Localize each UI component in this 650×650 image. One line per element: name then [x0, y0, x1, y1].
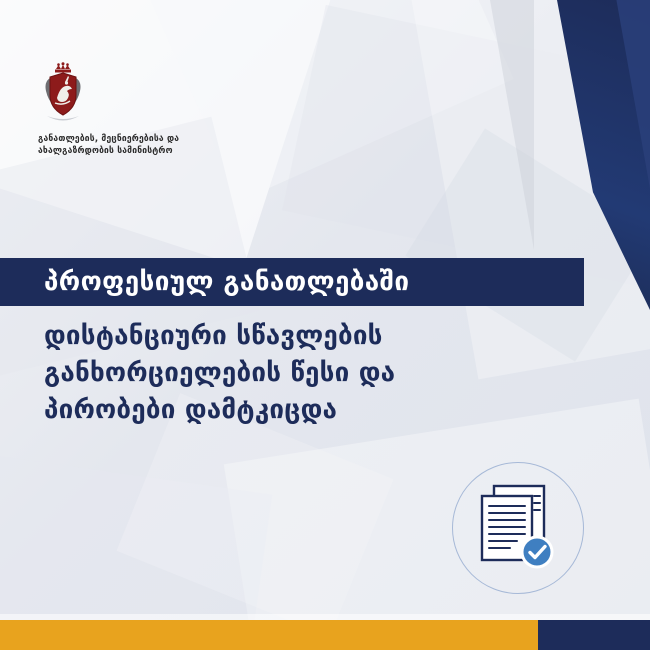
headline-line-3: განხორციელების წესი და	[44, 357, 396, 388]
georgia-coat-of-arms-icon	[38, 62, 88, 124]
headline-line-4: პირობები დამტკიცდა	[44, 394, 338, 425]
bottom-navy-bar	[538, 620, 650, 650]
page-title	[44, 318, 584, 429]
headline-banner-text: პროფესიულ განათლებაში	[44, 267, 410, 297]
ministry-name-line-1: განათლების, მეცნიერებისა და	[38, 134, 180, 144]
headline-line-2: დისტანციური სწავლების	[44, 321, 383, 351]
ministry-name-line-2: ახალგაზრდობის სამინისტრო	[38, 146, 173, 157]
ministry-name	[38, 133, 233, 158]
ministry-logo-block	[38, 62, 298, 158]
documents-with-check-icon	[452, 462, 584, 594]
headline-banner	[0, 258, 584, 306]
